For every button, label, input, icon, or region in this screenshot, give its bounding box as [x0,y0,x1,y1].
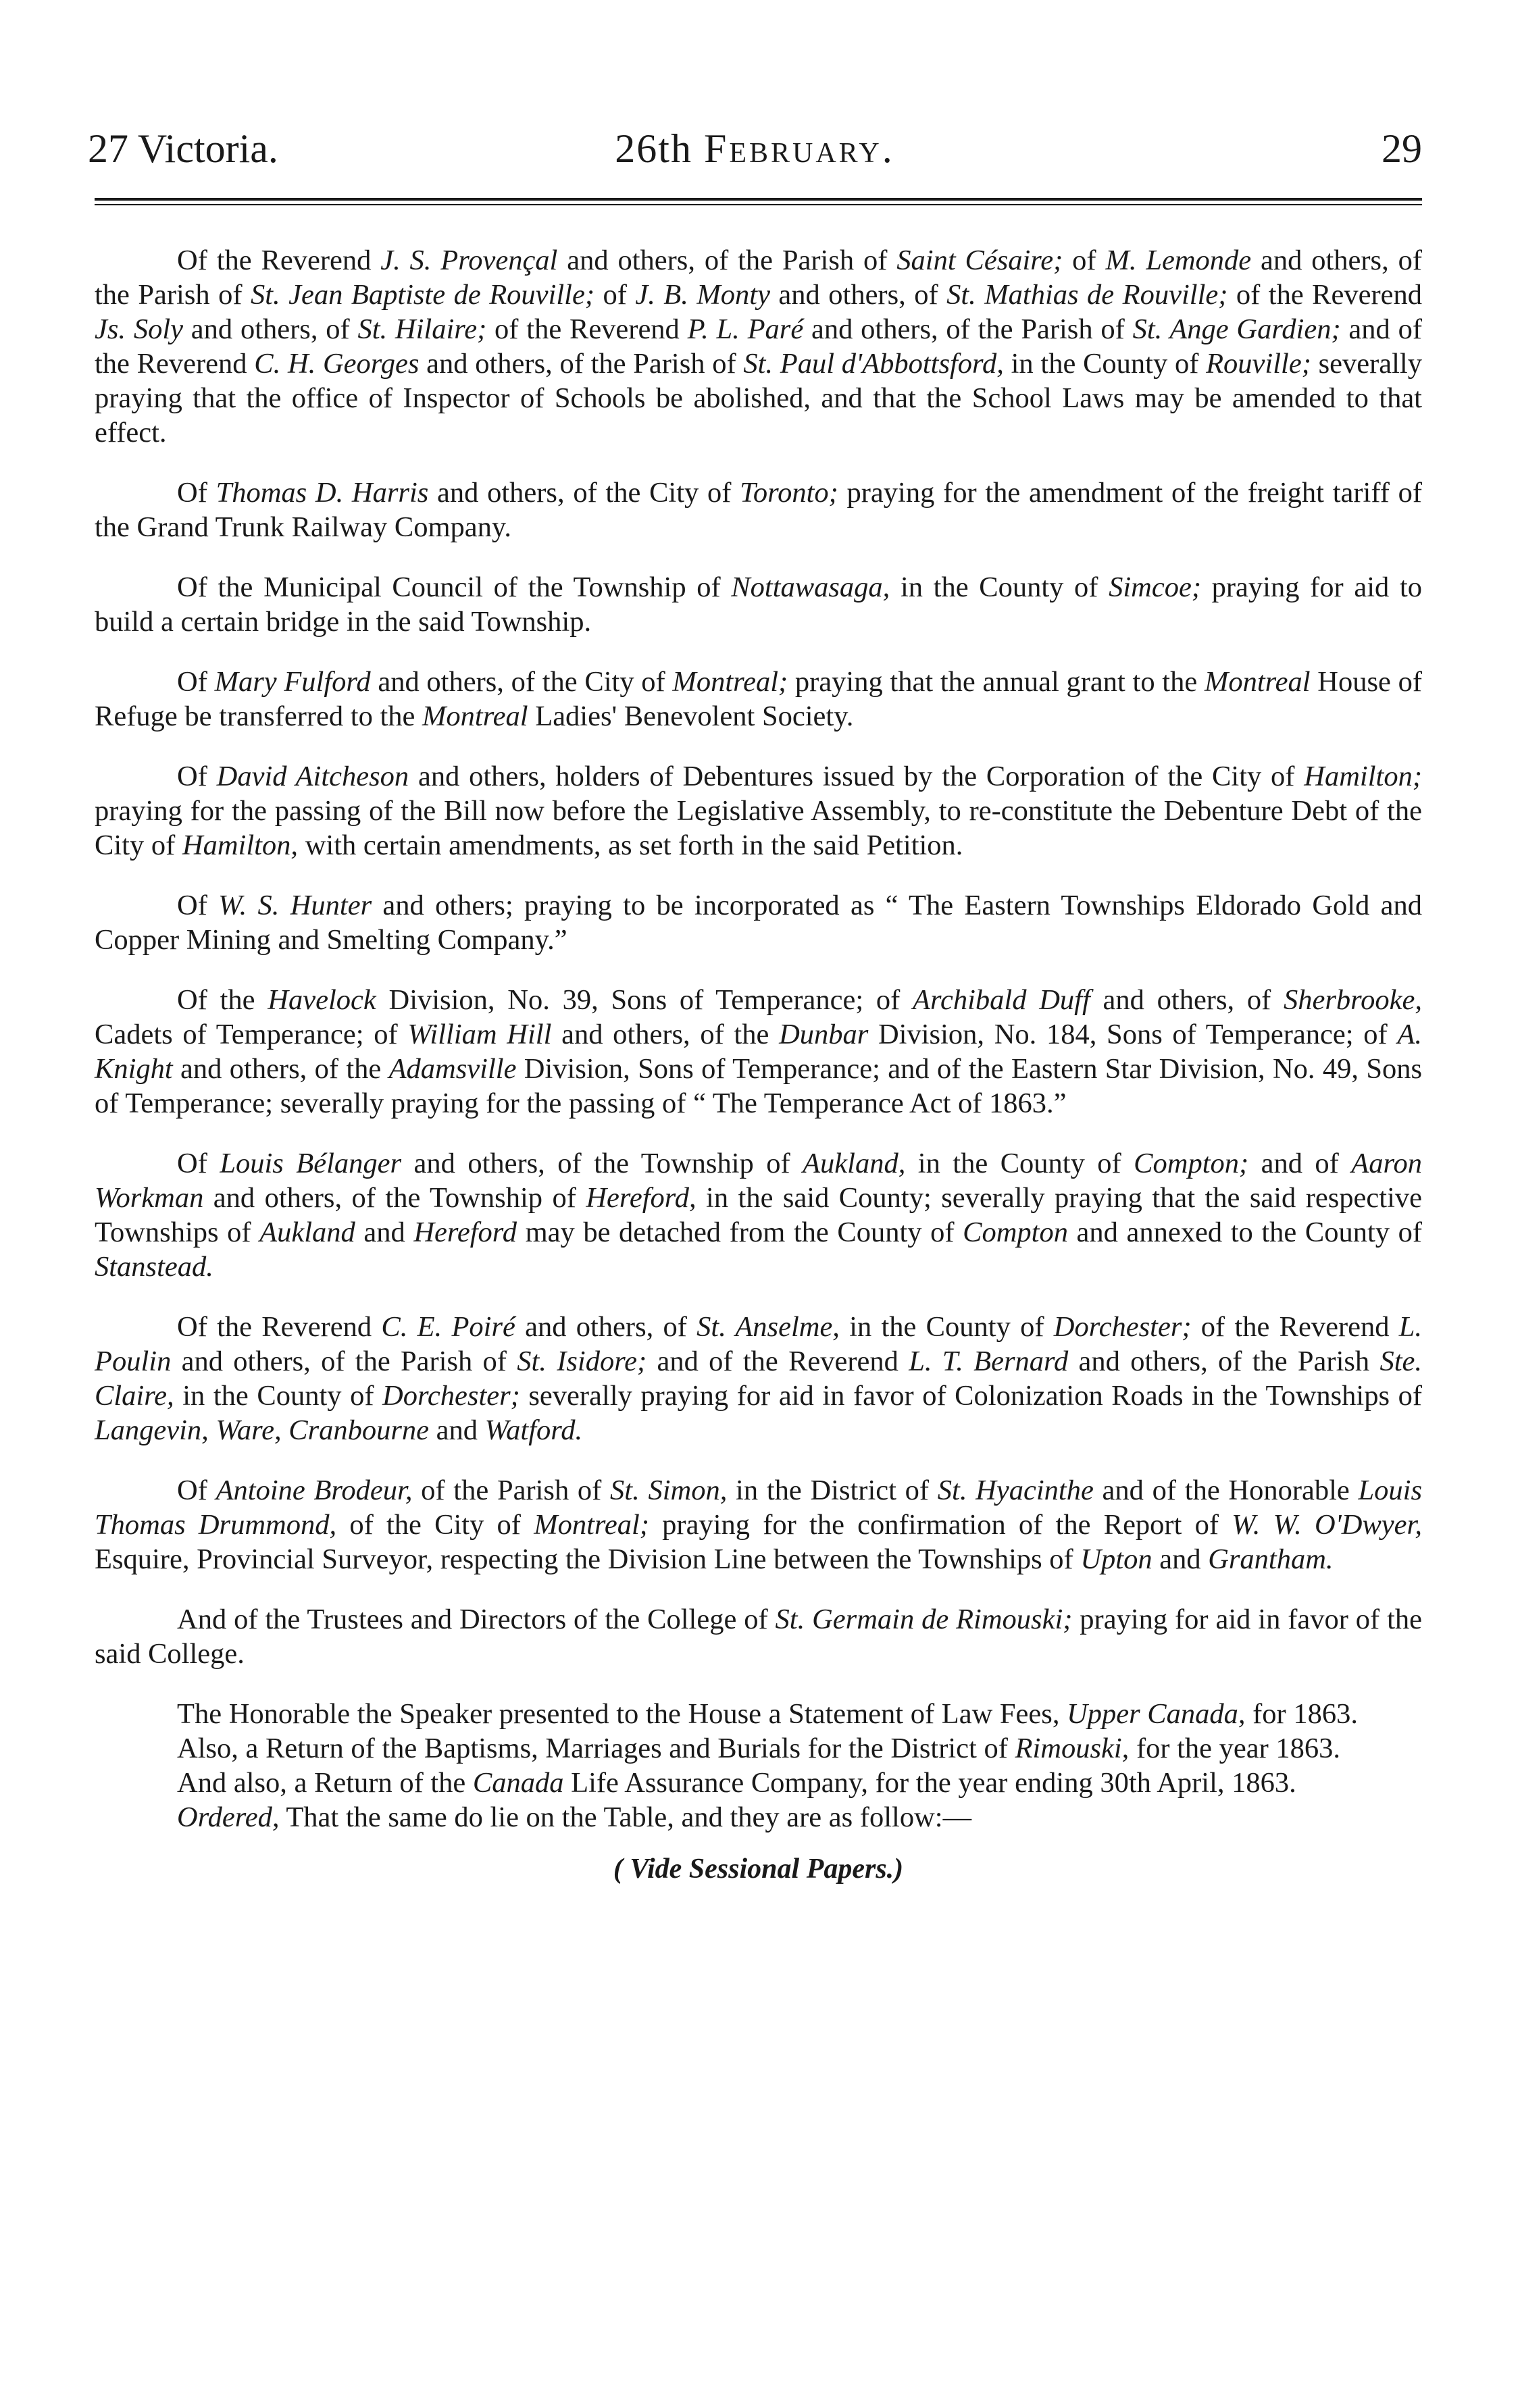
text-run: Of [177,666,215,698]
italic-name: Toronto; [740,477,838,509]
text-run: Life Assurance Company, for the year ending 30th April, 1863. [563,1767,1296,1799]
statement-paragraph [95,1697,1422,1731]
header-date [88,118,1422,179]
text-run: and others, of the City of [370,666,673,698]
text-run: may be detached from the County of [517,1216,963,1248]
italic-name: St. Hilaire; [357,313,487,345]
italic-name: Hereford [413,1216,517,1248]
text-run: severally praying that the office of Inspector of Schools be abolished, and that the School Laws may be amended to that effect. [95,348,1422,449]
italic-name: Montreal; [672,666,788,698]
italic-name: Adamsville [388,1053,517,1085]
italic-name: Upton [1080,1543,1152,1575]
text-run: The Honorable the Speaker presented to the House a Statement of Law Fees, [177,1698,1067,1730]
regnal-year: 27 Victoria. [88,126,278,171]
italic-name: Thomas D. Harris [216,477,429,509]
text-run: Of the Reverend [177,245,381,276]
text-run: and others, of [769,279,947,311]
text-run: and of the Reverend [647,1346,909,1377]
text-run: Of [177,890,219,921]
text-run: Of the [177,984,268,1016]
italic-name: St. Paul d'Abbottsford, [743,348,1004,380]
italic-name: Simcoe; [1109,571,1201,603]
petition-paragraph [95,476,1422,544]
italic-name: David Aitcheson [216,761,409,792]
italic-name: Aukland, [803,1148,906,1179]
text-run: and others, of the [551,1019,780,1050]
page-number: 29 [1382,126,1422,171]
italic-name: Ordered, [177,1801,280,1833]
text-run: for the year 1863. [1129,1733,1341,1764]
text-run: of [594,279,636,311]
italic-name: Saint Césaire; [896,245,1063,276]
text-run: of the Reverend [486,313,688,345]
text-run: of the Reverend [1227,279,1422,311]
italic-name: William Hill [407,1019,552,1050]
text-run: Of [177,761,217,792]
text-run: Cadets of Temperance; of [95,1019,408,1050]
italic-name: Dorchester; [382,1380,520,1412]
text-run: in the said County; severally praying that the said respective Townships of [95,1182,1423,1248]
text-run: and [429,1414,485,1446]
italic-name: Montreal [1204,666,1311,698]
italic-name: St. Hyacinthe [937,1475,1094,1506]
italic-name: St. Ange Gardien; [1132,313,1341,345]
text-run: of the Reverend [1191,1311,1399,1343]
italic-name: Stanstead. [95,1251,213,1283]
text-run: and others, holders of Debentures issued by the Corporation of the City of [409,761,1304,792]
italic-name: C. H. Georges [254,348,420,380]
italic-name: Ste. Claire, [95,1346,1423,1412]
text-run: and others, of the City of [428,477,740,509]
italic-name: Nottawasaga, [731,571,890,603]
text-run: and others, of the Parish of [419,348,744,380]
text-run: and others, of the [172,1053,389,1085]
text-run: and others, of the Parish of [171,1346,517,1377]
text-run: and of [1248,1148,1352,1179]
italic-name: J. B. Monty [635,279,770,311]
petition-paragraph [95,1473,1422,1577]
italic-name: Hamilton; [1304,761,1422,792]
petition-paragraph [95,759,1422,863]
text-run: and of the Honorable [1093,1475,1359,1506]
text-run: And also, a Return of the [177,1767,473,1799]
text-run: and others, of the Parish of [803,313,1133,345]
text-run: Of the Municipal Council of the Township of [177,571,732,603]
italic-name: L. T. Bernard [909,1346,1069,1377]
text-run: of the City of [336,1509,534,1541]
text-run: in the County of [890,571,1109,603]
italic-name: Hereford, [586,1182,696,1214]
text-run: and others, of [183,313,358,345]
italic-name: St. Germain de Rimouski; [775,1604,1073,1635]
italic-name: Canada [472,1767,564,1799]
italic-name: St. Simon, [610,1475,728,1506]
italic-name: St. Jean Baptiste de Rouville; [251,279,594,311]
header-day: 26th [615,126,692,171]
text-run: Of [177,477,216,509]
italic-name: St. Mathias de Rouville; [946,279,1228,311]
italic-name: J. S. Provençal [380,245,558,276]
italic-name: Mary Fulford [214,666,371,698]
italic-name: Hamilton, [182,829,299,861]
text-run: in the County of [1003,348,1207,380]
text-run: Esquire, Provincial Surveyor, respecting the Division Line between the Townships of [95,1543,1081,1575]
italic-name: Dunbar [779,1019,869,1050]
italic-name: St. Anselme, [696,1311,840,1343]
italic-name: Dorchester; [1053,1311,1192,1343]
text-run: House of Refuge be transferred to the [95,666,1422,732]
petition-paragraph [95,983,1422,1121]
text-run: and annexed to the County of [1067,1216,1422,1248]
italic-name: Louis Bélanger [220,1148,402,1179]
text-run: for 1863. [1245,1698,1358,1730]
header-rule-thin [95,204,1422,205]
italic-name: Louis Thomas Drummond, [95,1475,1422,1541]
return-paragraph [95,1731,1422,1766]
petition-paragraph [95,888,1422,957]
text-run: and of the Reverend [95,313,1422,380]
italic-name: Aaron Workman [95,1148,1422,1214]
italic-name: Montreal [422,700,528,732]
italic-name: Langevin, Ware, Cranbourne [95,1414,430,1446]
italic-name: C. E. Poiré [381,1311,515,1343]
italic-name: Compton [963,1216,1068,1248]
text-run: That the same do lie on the Table, and they are as follow:— [279,1801,972,1833]
text-run: and others, of [515,1311,697,1343]
italic-name: Aukland [259,1216,355,1248]
petition-paragraph [95,243,1422,450]
italic-name: Havelock [268,984,376,1016]
text-run: praying that the annual grant to the [788,666,1205,698]
italic-name: M. Lemonde [1105,245,1252,276]
text-run: in the County of [905,1148,1134,1179]
text-run: in the County of [174,1380,383,1412]
text-run: severally praying for aid in favor of Colonization Roads in the Townships of [520,1380,1422,1412]
header-month: February. [703,126,895,171]
text-run: Division, No. 184, Sons of Temperance; of [868,1019,1398,1050]
text-run: with certain amendments, as set forth in the said Petition. [298,829,963,861]
petition-paragraph [95,665,1422,734]
italic-name: Compton; [1134,1148,1249,1179]
petition-paragraph [95,1310,1422,1448]
text-run: and [355,1216,414,1248]
italic-name: Archibald Duff [913,984,1090,1016]
text-run: Division, Sons of Temperance; and of the Eastern Star Division, No. 49, Sons of Temperance; severally praying for the passing of “ The Temperance Act of 1863.” [95,1053,1422,1119]
italic-name: L. Poulin [95,1311,1422,1377]
italic-name: Montreal; [534,1509,649,1541]
journal-body [95,243,1422,1887]
italic-name: Grantham. [1208,1543,1334,1575]
italic-name: Upper Canada, [1067,1698,1246,1730]
italic-name: W. S. Hunter [218,890,372,921]
italic-name: Js. Soly [95,313,183,345]
text-run: Ladies' Benevolent Society. [528,700,854,732]
italic-name: St. Isidore; [517,1346,647,1377]
text-run: of the Parish of [412,1475,611,1506]
italic-name: Rimouski, [1015,1733,1130,1764]
text-run: of [1063,245,1106,276]
italic-name: Watford. [484,1414,583,1446]
text-run: and others, of the Parish of [557,245,897,276]
petition-paragraph [95,570,1422,639]
italic-name: P. L. Paré [687,313,804,345]
text-run: praying for the amendment of the freight tariff of the Grand Trunk Railway Company. [95,477,1422,543]
text-run: Of [177,1475,216,1506]
text-run: And of the Trustees and Directors of the College of [177,1604,776,1635]
italic-name: Antoine Brodeur, [216,1475,413,1506]
text-run: and others, of the Township of [203,1182,586,1214]
text-run: Division, No. 39, Sons of Temperance; of [376,984,913,1016]
running-header [88,118,1422,179]
italic-name: Sherbrooke, [1284,984,1422,1016]
text-run: and others; praying to be incorporated as “ The Eastern Townships Eldorado Gold and Copper Mining and Smelting Company.” [95,890,1422,956]
text-run: and others, of the Parish [1068,1346,1380,1377]
text-run: praying for aid in favor of the said College. [95,1604,1422,1670]
italic-name: A. Knight [95,1019,1422,1085]
italic-name: W. W. O'Dwyer, [1232,1509,1422,1541]
text-run: Also, a Return of the Baptisms, Marriages and Burials for the District of [177,1733,1015,1764]
text-run: Of [177,1148,220,1179]
text-run: in the County of [839,1311,1054,1343]
order-paragraph [95,1800,1422,1835]
text-run: Of the Reverend [177,1311,382,1343]
header-rule-thick [95,198,1422,201]
text-run: praying for the confirmation of the Report of [649,1509,1232,1541]
text-run: and others, of the Township of [401,1148,803,1179]
italic-name: Rouville; [1206,348,1311,380]
text-run: and others, of [1090,984,1284,1016]
petition-paragraph [95,1146,1422,1284]
text-run: and others, of the Parish of [95,245,1422,311]
vide-sessional-papers: ( Vide Sessional Papers.) [613,1853,904,1885]
text-run: praying for aid to build a certain bridge in the said Township. [95,571,1422,638]
text-run: and [1152,1543,1209,1575]
text-run: praying for the passing of the Bill now before the Legislative Assembly, to re-constitute the Debenture Debt of the City of [95,795,1422,861]
return-paragraph [95,1766,1422,1800]
text-run: in the District of [727,1475,938,1506]
petition-paragraph [95,1602,1422,1671]
